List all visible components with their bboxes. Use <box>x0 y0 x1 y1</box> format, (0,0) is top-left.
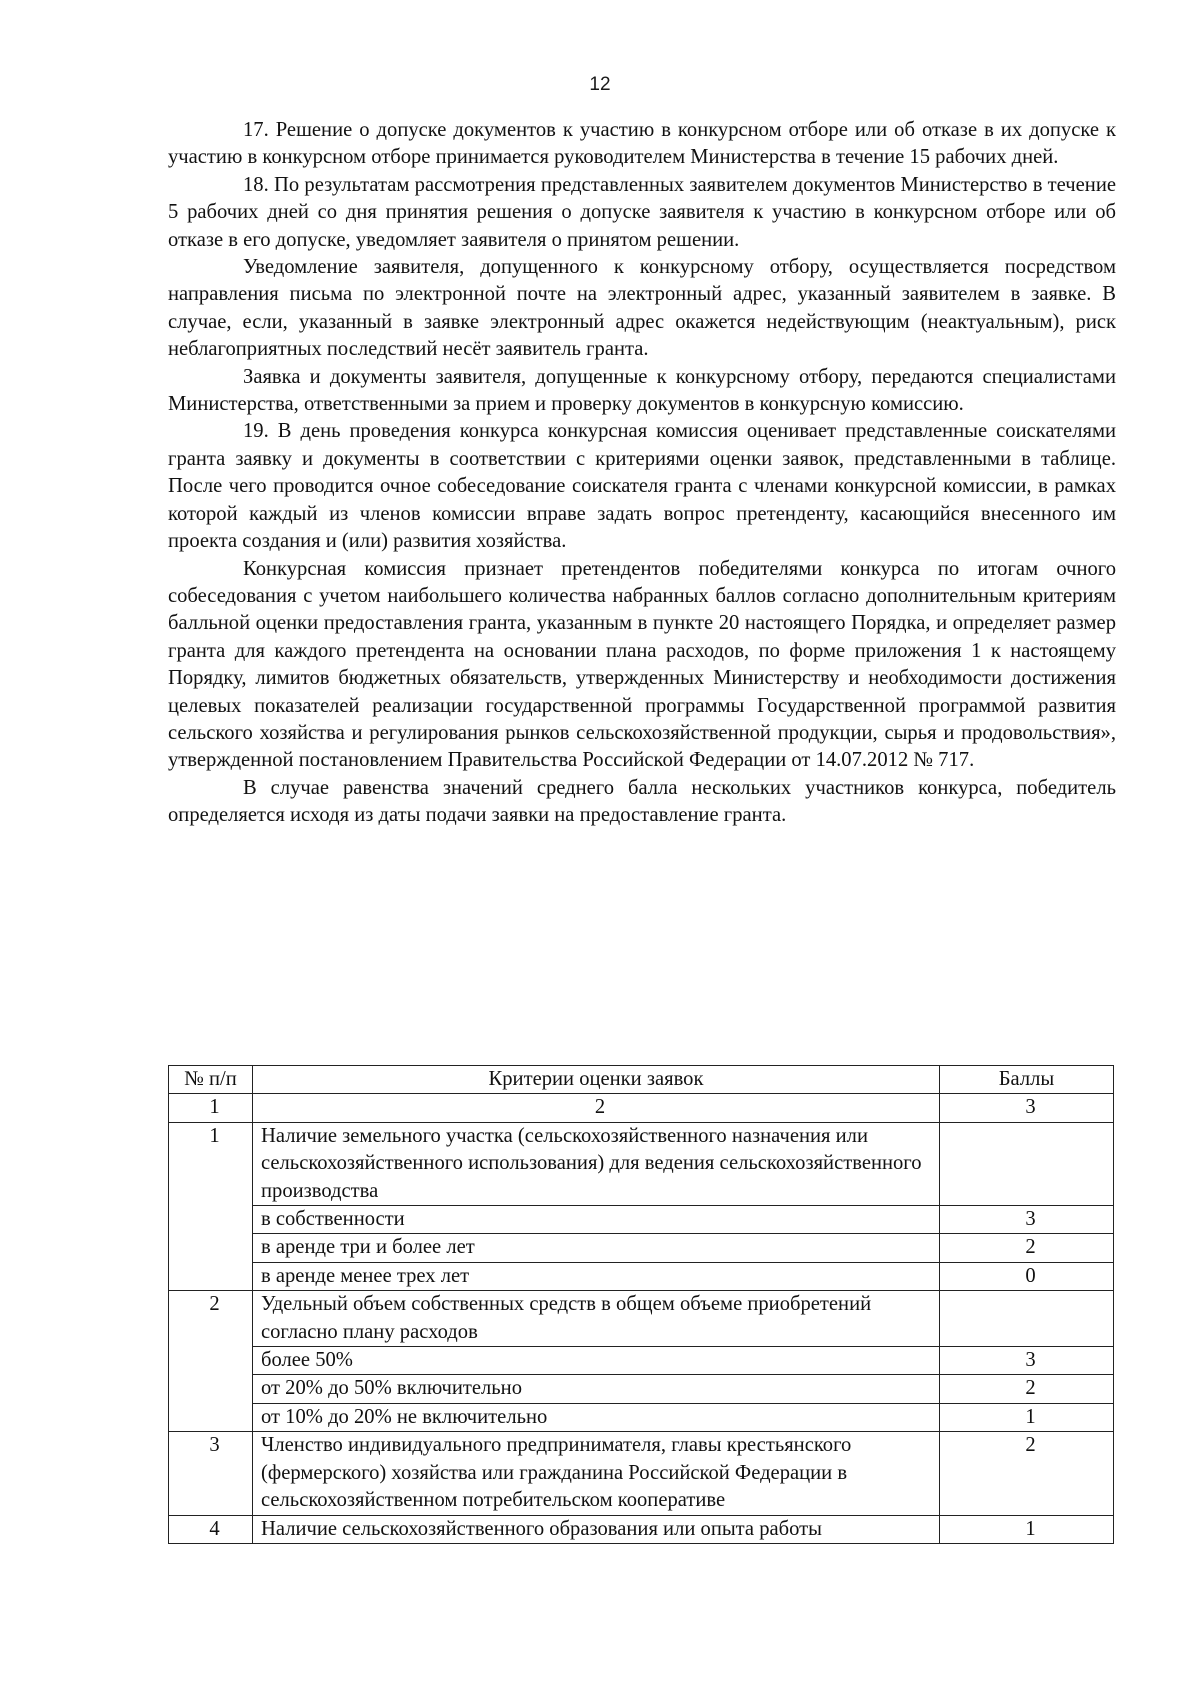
criterion-number: 1 <box>169 1122 253 1290</box>
table-row <box>169 1122 1114 1205</box>
criterion-score <box>940 1122 1114 1205</box>
option-text: более 50% <box>253 1347 940 1375</box>
table-row <box>169 1206 1114 1234</box>
option-score: 3 <box>940 1347 1114 1375</box>
option-score: 2 <box>940 1375 1114 1403</box>
option-score: 0 <box>940 1262 1114 1290</box>
table-row <box>169 1375 1114 1403</box>
table-header-row <box>169 1066 1114 1094</box>
paragraph-notification: Уведомление заявителя, допущенного к конкурсному отбору, осуществляется посредством направления письма по электронной почте на электронный адрес, указанный заявителем в заявке. В случае, если, указанный в заявке электронный адрес окажется недействующим (неактуальным), риск неблагоприятных последствий несёт заявитель гранта. <box>168 256 1116 361</box>
paragraph-tie: В случае равенства значений среднего балла нескольких участников конкурса, победитель определяется исходя из даты подачи заявки на предоставление гранта. <box>168 776 1116 827</box>
criterion-score: 1 <box>940 1515 1114 1543</box>
option-score: 1 <box>940 1403 1114 1431</box>
paragraph-18: 18. По результатам рассмотрения представленных заявителем документов Министерство в течение 5 рабочих дней со дня принятия решения о допуске заявителя к участию в конкурсном отборе или об отказе в его допуске, уведомляет заявителя о принятом решении. <box>168 173 1116 251</box>
criterion-score: 2 <box>940 1432 1114 1515</box>
option-score: 3 <box>940 1206 1114 1234</box>
criterion-score <box>940 1291 1114 1347</box>
option-text: в собственности <box>253 1206 940 1234</box>
index-cell: 1 <box>169 1094 253 1122</box>
table-row <box>169 1262 1114 1290</box>
paragraph-19: 19. В день проведения конкурса конкурсная комиссия оценивает представленные соискателями гранта заявку и документы в соответствии с критериями оценки заявок, представленными в таблице. После чего проводится очное собеседование соискателя гранта с членами конкурсной комиссии, в рамках которой каждый из членов комиссии вправе задать вопрос претенденту, касающийся внесенного им проекта создания и (или) развития хозяйства. <box>168 420 1116 553</box>
option-text: от 10% до 20% не включительно <box>253 1403 940 1431</box>
table-row <box>169 1403 1114 1431</box>
criterion-number: 3 <box>169 1432 253 1515</box>
option-text: в аренде менее трех лет <box>253 1262 940 1290</box>
criterion-text: Членство индивидуального предпринимателя, главы крестьянского (фермерского) хозяйства или гражданина Российской Федерации в сельскохозяйственном потребительском кооперативе <box>253 1432 940 1515</box>
index-cell: 3 <box>940 1094 1114 1122</box>
option-text: от 20% до 50% включительно <box>253 1375 940 1403</box>
page-number: 12 <box>589 74 611 95</box>
criterion-text: Наличие сельскохозяйственного образования или опыта работы <box>253 1515 940 1543</box>
body-text <box>168 117 1116 830</box>
table-row <box>169 1347 1114 1375</box>
table-row <box>169 1234 1114 1262</box>
paragraph-winners: Конкурсная комиссия признает претендентов победителями конкурса по итогам очного собеседования с учетом наибольшего количества набранных баллов согласно дополнительным критериям балльной оценки предоставления гранта, указанным в пункте 20 настоящего Порядка, и определяет размер гранта для каждого претендента на основании плана расходов, по форме приложения 1 к настоящему Порядку, лимитов бюджетных обязательств, утвержденных Министерству и необходимости достижения целевых показателей реализации государственной программы Государственной программой развития сельского хозяйства и регулирования рынков сельскохозяйственной продукции, сырья и продовольствия», утвержденной постановлением Правительства Российской Федерации от 14.07.2012 № 717. <box>168 557 1116 772</box>
table-row <box>169 1515 1114 1543</box>
header-number: № п/п <box>169 1066 253 1094</box>
criterion-number: 4 <box>169 1515 253 1543</box>
table-row <box>169 1432 1114 1515</box>
header-score: Баллы <box>940 1066 1114 1094</box>
criterion-text: Удельный объем собственных средств в общем объеме приобретений согласно плану расходов <box>253 1291 940 1347</box>
paragraph-transfer: Заявка и документы заявителя, допущенные к конкурсному отбору, передаются специалистами Министерства, ответственными за прием и проверку документов в конкурсную комиссию. <box>168 365 1116 416</box>
table-row <box>169 1291 1114 1347</box>
index-cell: 2 <box>253 1094 940 1122</box>
criteria-table <box>168 1065 1114 1544</box>
criterion-number: 2 <box>169 1291 253 1432</box>
table-index-row <box>169 1094 1114 1122</box>
option-text: в аренде три и более лет <box>253 1234 940 1262</box>
paragraph-17: 17. Решение о допуске документов к участию в конкурсном отборе или об отказе в их допуске к участию в конкурсном отборе принимается руководителем Министерства в течение 15 рабочих дней. <box>168 119 1116 169</box>
criterion-text: Наличие земельного участка (сельскохозяйственного назначения или сельскохозяйственного использования) для ведения сельскохозяйственного производства <box>253 1122 940 1205</box>
option-score: 2 <box>940 1234 1114 1262</box>
header-criteria: Критерии оценки заявок <box>253 1066 940 1094</box>
